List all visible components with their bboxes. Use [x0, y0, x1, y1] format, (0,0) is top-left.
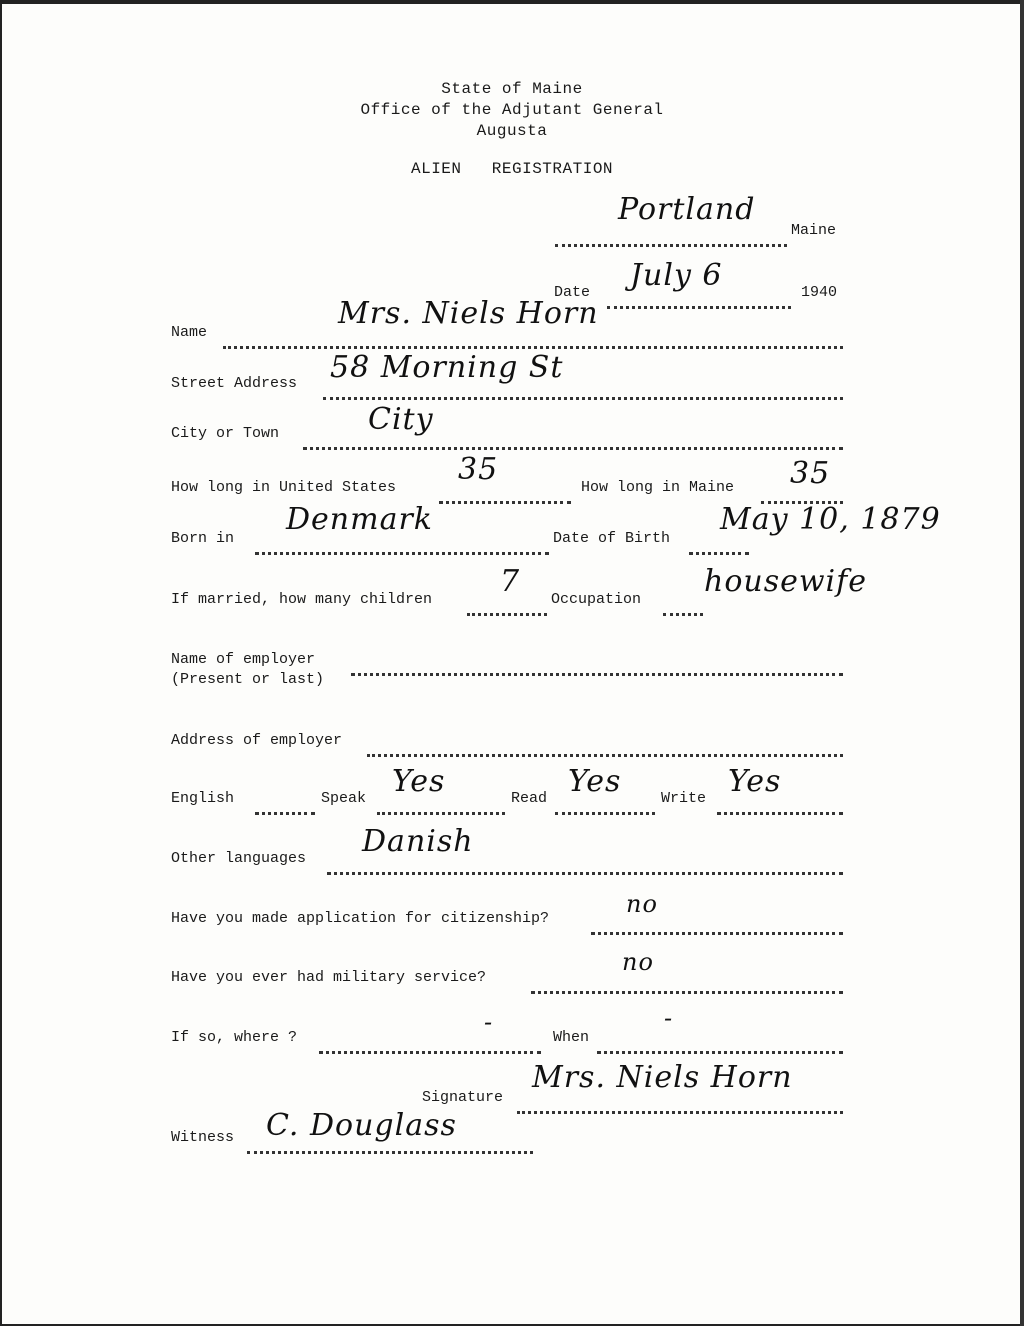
english-dots	[255, 790, 315, 815]
maine-years-label: How long in Maine	[581, 479, 735, 496]
read-label: Read	[511, 790, 548, 807]
employer-sublabel: (Present or last)	[171, 671, 325, 688]
date-year: 1940	[801, 284, 838, 301]
citizenship-value: no	[626, 890, 658, 918]
when-label: When	[553, 1029, 590, 1046]
dob-value: May 10, 1879	[720, 502, 941, 537]
where-label: If so, where ?	[171, 1029, 298, 1046]
english-label: English	[171, 790, 235, 807]
languages-row	[171, 850, 843, 876]
header-city: Augusta	[476, 122, 548, 140]
date-handwritten: July 6	[630, 258, 723, 293]
street-label: Street Address	[171, 375, 298, 392]
us-years-label: How long in United States	[171, 479, 397, 496]
name-label: Name	[171, 324, 208, 341]
witness-value: C. Douglass	[266, 1108, 457, 1143]
where-row	[171, 1029, 843, 1055]
employer-subrow	[171, 671, 843, 697]
city-row	[171, 425, 843, 451]
location-handwritten: Portland	[618, 192, 756, 227]
languages-value: Danish	[362, 824, 474, 859]
children-value: 7	[500, 564, 521, 599]
name-value: Mrs. Niels Horn	[338, 296, 599, 331]
citizenship-row	[171, 910, 843, 936]
occupation-dots	[663, 591, 703, 616]
form-title: ALIEN REGISTRATION	[410, 160, 614, 178]
speak-label: Speak	[321, 790, 367, 807]
date-label: Date	[554, 284, 591, 301]
speak-value: Yes	[392, 764, 446, 799]
location-state: Maine	[791, 222, 837, 239]
military-label: Have you ever had military service?	[171, 969, 487, 986]
children-label: If married, how many children	[171, 591, 433, 608]
when-dots	[597, 1029, 843, 1054]
scan-edge-right	[1020, 0, 1024, 1326]
born-value: Denmark	[286, 502, 433, 537]
occupation-value: housewife	[704, 564, 867, 599]
maine-years-value: 35	[790, 456, 831, 491]
occupation-label: Occupation	[551, 591, 642, 608]
write-value: Yes	[728, 764, 782, 799]
city-value: City	[368, 402, 434, 437]
header-office: Office of the Adjutant General	[360, 101, 664, 119]
dob-label: Date of Birth	[553, 530, 671, 547]
military-row	[171, 969, 843, 995]
street-value: 58 Morning St	[330, 350, 564, 385]
employer-address-row	[171, 732, 843, 758]
scan-edge-top	[0, 0, 1024, 4]
born-label: Born in	[171, 530, 235, 547]
citizenship-label: Have you made application for citizenship?	[171, 910, 550, 927]
write-label: Write	[661, 790, 707, 807]
languages-label: Other languages	[171, 850, 307, 867]
city-label: City or Town	[171, 425, 280, 442]
military-value: no	[622, 948, 654, 976]
signature-value: Mrs. Niels Horn	[532, 1060, 793, 1095]
when-value: -	[664, 1004, 674, 1032]
employer-address-label: Address of employer	[171, 732, 343, 749]
us-years-value: 35	[458, 452, 499, 487]
military-dots	[531, 969, 843, 994]
where-value: -	[484, 1008, 494, 1036]
read-value: Yes	[568, 764, 622, 799]
signature-label: Signature	[422, 1089, 504, 1106]
header-state: State of Maine	[441, 80, 583, 98]
witness-label: Witness	[171, 1129, 235, 1146]
employer-address-dots	[367, 732, 843, 757]
where-dots	[319, 1029, 541, 1054]
employer-label: Name of employer	[171, 651, 316, 668]
